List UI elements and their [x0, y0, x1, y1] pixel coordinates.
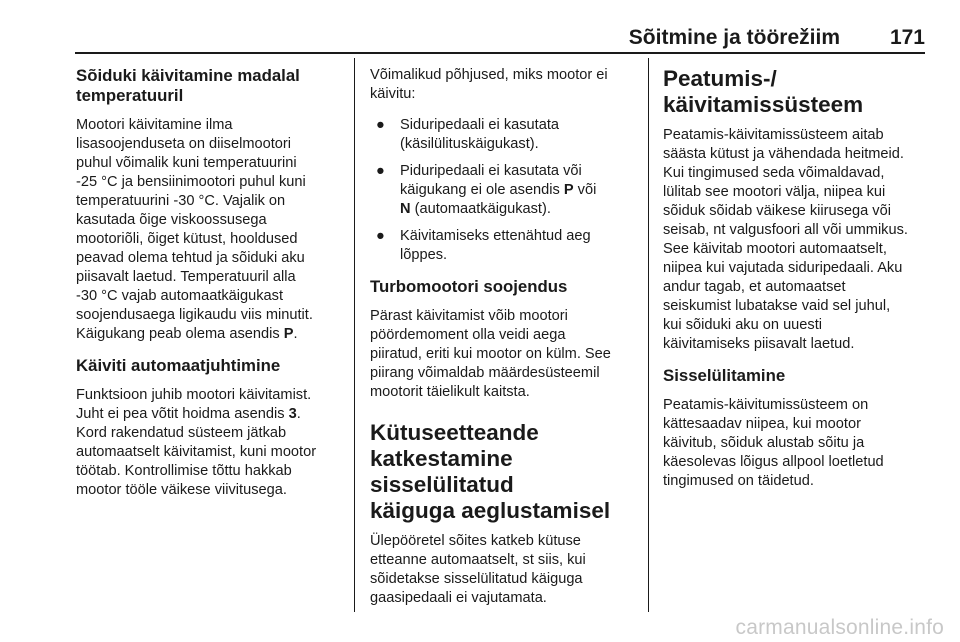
paragraph-stop-start: Peatamis-käivitamissüsteem aitab säästa kütust ja vähendada heitmeid. Kui tingimused seda võimaldavad, lülitab see mootori välja, niipea kui sõiduk sõidab väikese kiirusega või seisab, nt valgusfoori all või ummikus. See käivitab mootori automaatselt, niipea kui vajutada siduripedaali. Aku andur tagab, et automaatset seiskumist lubatakse vaid sel juhul, kui sõiduki aku on uuesti käivitamiseks piisavalt laetud. — [663, 127, 908, 352]
reasons-list — [370, 116, 640, 265]
column-2 — [370, 66, 640, 620]
section-heading-cold-start: Sõiduki käivitamine madalal temperatuuril — [76, 66, 300, 105]
chapter-title: Sõitmine ja töörežiim — [628, 26, 840, 49]
column-divider-1 — [354, 58, 355, 612]
section-heading-activation: Sisselülitamine — [663, 366, 786, 385]
paragraph-reasons-intro: Võimalikud põhjused, miks mootor ei käivitu: — [370, 67, 608, 102]
gear-position-n: N — [400, 201, 411, 217]
bullet-icon: ● — [376, 163, 385, 179]
section-heading-fuel-cutoff: Kütuseetteande katkestamine sisselülitatud käiguga aeglustamisel — [370, 420, 611, 523]
watermark: carmanualsonline.info — [735, 616, 944, 639]
paragraph-starter — [76, 386, 342, 500]
paragraph-turbo: Pärast käivitamist võib mootori pöördemoment olla veidi aega piiratud, eriti kui mootor on külm. See piirang võimaldab määrdesüsteemil mootorit täielikult kaitsta. — [370, 308, 611, 400]
paragraph-fuel-cutoff: Ülepööretel sõites katkeb kütuse etteanne automaatselt, st siis, kui sõidetakse sisselülitatud käiguga gaasipedaali ei vajutamata. — [370, 533, 586, 606]
cold-start-text: Mootori käivitamine ilma lisasoojenduseta on diiselmootori puhul võimalik kuni temperatuurini -25 °C ja bensiinimootori puhul kuni temperatuurini -30 °C. Vajalik on kasutada õige viskoossusega mootoriõli, õiget kütust, hooldused peavad olema tehtud ja sõiduki aku piisavalt laetud. Temperatuuril alla -30 °C vajab automaatkäigukast soojendusaega ligikaudu viis minutit. Käigukang peab olema asendis — [76, 117, 313, 342]
page-number: 171 — [889, 26, 925, 49]
header-rule — [75, 52, 925, 54]
gear-position-p: P — [283, 326, 294, 342]
bullet-icon: ● — [376, 117, 385, 133]
list-item — [370, 227, 640, 265]
list-item — [370, 116, 640, 154]
starter-text: Funktsioon juhib mootori käivitamist. Juht ei pea võtit hoidma asendis — [76, 387, 312, 422]
list-item-text: (automaatkäigukast). — [410, 201, 551, 217]
column-divider-2 — [648, 58, 649, 612]
list-item-text: Käivitamiseks ettenähtud aeg lõppes. — [400, 228, 591, 263]
list-item-text: Piduripedaali ei kasutata või käigukang ei ole asendis — [400, 163, 582, 198]
section-heading-stop-start: Peatumis-/ käivitamissüsteem — [663, 66, 864, 117]
starter-text-end: . Kord rakendatud süsteem jätkab automaatselt käivitamist, kuni mootor töötab. Kontrollimise tõttu hakkab mootor tööle väikese viivitusega. — [76, 406, 317, 498]
page-header — [75, 24, 925, 54]
bullet-icon: ● — [376, 228, 385, 244]
paragraph-cold-start — [76, 116, 342, 344]
list-item-text: Siduripedaali ei kasutata (käsilülituskäigukast). — [400, 117, 560, 152]
list-item — [370, 162, 640, 219]
key-position-3: 3 — [288, 406, 297, 422]
paragraph-activation: Peatamis-käivitumissüsteem on kättesaadav niipea, kui mootor käivitub, sõiduk alustab sõitu ja käesolevas lõigus allpool loetletud tingimused on täidetud. — [663, 397, 884, 489]
cold-start-text-end: . — [293, 326, 298, 342]
section-heading-starter: Käiviti automaatjuhtimine — [76, 356, 281, 375]
list-item-text: või — [577, 182, 597, 198]
column-1 — [76, 66, 342, 512]
gear-position-p: P — [563, 182, 574, 198]
column-3 — [663, 66, 935, 503]
section-heading-turbo: Turbomootori soojendus — [370, 277, 568, 296]
